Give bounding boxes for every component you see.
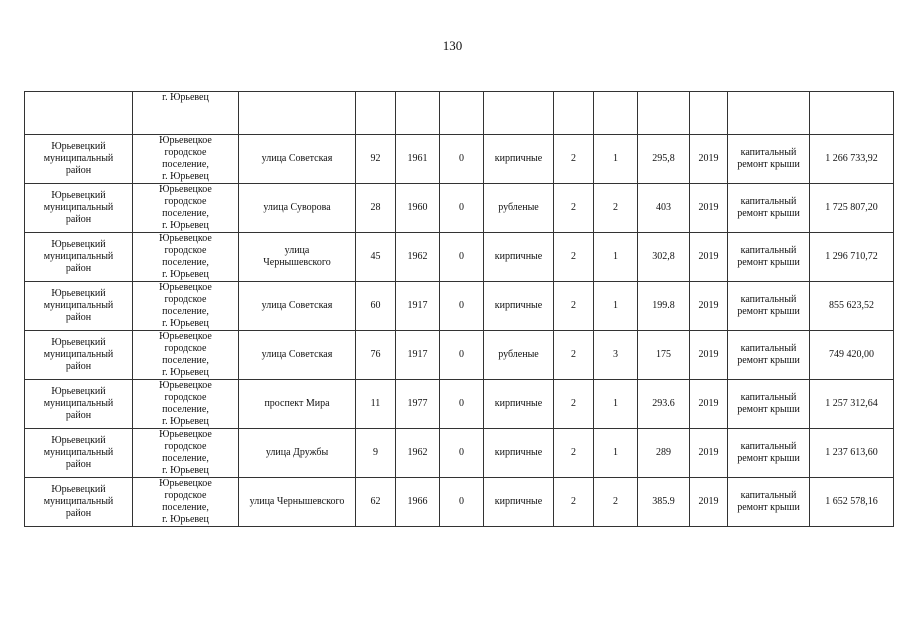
table-row-continuation [25, 92, 894, 135]
cell-floors [554, 233, 594, 282]
cell-year [396, 429, 440, 478]
work-text: капитальный ремонт крыши [737, 147, 800, 170]
col6-text: 0 [459, 202, 464, 213]
material-text: кирпичные [494, 300, 543, 311]
cell-year [396, 282, 440, 331]
cell-settlement [133, 331, 239, 380]
cell-cost [810, 478, 894, 527]
cell-floors [554, 380, 594, 429]
cell-floors [554, 184, 594, 233]
cell-district [25, 135, 133, 184]
table-row [25, 184, 894, 233]
cell-work [728, 233, 810, 282]
area-text: 385.9 [652, 496, 675, 507]
cell-house [356, 429, 396, 478]
cost-text: 1 257 312,64 [825, 398, 878, 409]
cell-work [728, 478, 810, 527]
settlement-text: Юрьевецкое городское поселение, г. Юрьевец [159, 184, 212, 231]
col9-text: 3 [613, 349, 618, 360]
house-text: 9 [373, 447, 378, 458]
col6-text: 0 [459, 153, 464, 164]
cell-plan-year [690, 331, 728, 380]
work-text: капитальный ремонт крыши [737, 392, 800, 415]
cell-work [728, 380, 810, 429]
cell-year [396, 331, 440, 380]
cell-work [728, 429, 810, 478]
cell-cost [810, 429, 894, 478]
cost-text: 1 652 578,16 [825, 496, 878, 507]
cell-street [239, 92, 356, 135]
cell-district [25, 380, 133, 429]
cost-text: 749 420,00 [829, 349, 874, 360]
plan-year-text: 2019 [698, 300, 719, 311]
area-text: 295,8 [652, 153, 675, 164]
cell-area [638, 184, 690, 233]
cell-street [239, 233, 356, 282]
cell-cost [810, 92, 894, 135]
cell-year [396, 380, 440, 429]
col6-text: 0 [459, 300, 464, 311]
cell-floors [554, 478, 594, 527]
floors-text: 2 [571, 153, 576, 164]
cell-work [728, 92, 810, 135]
page-number: 130 [442, 38, 463, 53]
cell-cost [810, 233, 894, 282]
settlement-text: Юрьевецкое городское поселение, г. Юрьевец [159, 429, 212, 476]
work-text: капитальный ремонт крыши [737, 245, 800, 268]
cell-year [396, 478, 440, 527]
table-row [25, 233, 894, 282]
plan-year-text: 2019 [698, 447, 719, 458]
cell-settlement [133, 429, 239, 478]
street-text: улица Советская [261, 153, 333, 164]
table-row [25, 478, 894, 527]
district-text: Юрьевецкий муниципальный район [43, 141, 114, 176]
material-text: рубленые [498, 202, 539, 213]
cell-material [484, 282, 554, 331]
year-text: 1917 [407, 349, 428, 360]
cell-street [239, 478, 356, 527]
cell-col9 [594, 92, 638, 135]
cell-col9 [594, 380, 638, 429]
cell-col6 [440, 429, 484, 478]
cell-district [25, 429, 133, 478]
cell-area [638, 429, 690, 478]
cell-district [25, 478, 133, 527]
cell-floors [554, 92, 594, 135]
year-text: 1960 [407, 202, 428, 213]
cell-cost [810, 184, 894, 233]
plan-year-text: 2019 [698, 349, 719, 360]
cell-house [356, 233, 396, 282]
cell-year [396, 233, 440, 282]
cell-col6 [440, 92, 484, 135]
cell-cost [810, 380, 894, 429]
cell-floors [554, 429, 594, 478]
district-text: Юрьевецкий муниципальный район [43, 337, 114, 372]
plan-year-text: 2019 [698, 496, 719, 507]
cell-area [638, 478, 690, 527]
street-text: улица Дружбы [265, 447, 329, 458]
cost-text: 855 623,52 [829, 300, 874, 311]
house-text: 28 [370, 202, 381, 213]
district-text: Юрьевецкий муниципальный район [43, 288, 114, 323]
street-text: улица Чернышевского [249, 496, 345, 507]
cost-text: 1 725 807,20 [825, 202, 878, 213]
district-text: Юрьевецкий муниципальный район [43, 435, 114, 470]
cell-col6 [440, 478, 484, 527]
cell-work [728, 135, 810, 184]
material-text: кирпичные [494, 398, 543, 409]
work-text: капитальный ремонт крыши [737, 441, 800, 464]
cell-district [25, 282, 133, 331]
cell-plan-year [690, 135, 728, 184]
table-row [25, 135, 894, 184]
cell-district [25, 184, 133, 233]
settlement-text: Юрьевецкое городское поселение, г. Юрьевец [159, 331, 212, 378]
cell-year [396, 184, 440, 233]
col6-text: 0 [459, 349, 464, 360]
material-text: кирпичные [494, 251, 543, 262]
house-text: 60 [370, 300, 381, 311]
cell-plan-year [690, 478, 728, 527]
cell-year [396, 135, 440, 184]
cell-material [484, 233, 554, 282]
house-text: 92 [370, 153, 381, 164]
settlement-text: Юрьевецкое городское поселение, г. Юрьевец [159, 380, 212, 427]
cell-plan-year [690, 184, 728, 233]
cell-settlement [133, 282, 239, 331]
col9-text: 1 [613, 153, 618, 164]
col9-text: 1 [613, 447, 618, 458]
plan-year-text: 2019 [698, 153, 719, 164]
col9-text: 1 [613, 300, 618, 311]
floors-text: 2 [571, 496, 576, 507]
col6-text: 0 [459, 398, 464, 409]
cell-settlement [133, 135, 239, 184]
cell-year [396, 92, 440, 135]
plan-year-text: 2019 [698, 202, 719, 213]
cell-district [25, 92, 133, 135]
cell-area [638, 135, 690, 184]
district-text: Юрьевецкий муниципальный район [43, 190, 114, 225]
cell-plan-year [690, 233, 728, 282]
floors-text: 2 [571, 349, 576, 360]
district-text: Юрьевецкий муниципальный район [43, 484, 114, 519]
year-text: 1962 [407, 447, 428, 458]
table-row [25, 282, 894, 331]
cell-col9 [594, 478, 638, 527]
cell-material [484, 380, 554, 429]
cell-settlement [133, 233, 239, 282]
cell-col6 [440, 380, 484, 429]
cell-work [728, 282, 810, 331]
cell-material [484, 92, 554, 135]
year-text: 1966 [407, 496, 428, 507]
table-row [25, 380, 894, 429]
plan-year-text: 2019 [698, 251, 719, 262]
cell-cost [810, 282, 894, 331]
work-text: капитальный ремонт крыши [737, 196, 800, 219]
cell-district [25, 233, 133, 282]
floors-text: 2 [571, 300, 576, 311]
cell-col9 [594, 429, 638, 478]
street-text: улица Суворова [263, 202, 331, 213]
cell-material [484, 135, 554, 184]
district-text: Юрьевецкий муниципальный район [43, 239, 114, 274]
house-text: 45 [370, 251, 381, 262]
cell-floors [554, 282, 594, 331]
year-text: 1961 [407, 153, 428, 164]
cell-floors [554, 135, 594, 184]
material-text: кирпичные [494, 447, 543, 458]
cost-text: 1 266 733,92 [825, 153, 878, 164]
table-row [25, 331, 894, 380]
cell-street [239, 184, 356, 233]
col9-text: 2 [613, 202, 618, 213]
cell-street [239, 429, 356, 478]
material-text: кирпичные [494, 153, 543, 164]
street-text: проспект Мира [264, 398, 330, 409]
settlement-text: Юрьевецкое городское поселение, г. Юрьевец [159, 135, 212, 182]
floors-text: 2 [571, 202, 576, 213]
cell-plan-year [690, 429, 728, 478]
cell-settlement [133, 184, 239, 233]
year-text: 1917 [407, 300, 428, 311]
cell-material [484, 331, 554, 380]
cell-plan-year [690, 282, 728, 331]
cell-house [356, 135, 396, 184]
cell-house [356, 478, 396, 527]
plan-year-text: 2019 [698, 398, 719, 409]
col6-text: 0 [459, 447, 464, 458]
cell-plan-year [690, 92, 728, 135]
work-text: капитальный ремонт крыши [737, 294, 800, 317]
cell-house [356, 380, 396, 429]
cell-col6 [440, 233, 484, 282]
cell-work [728, 331, 810, 380]
cell-house [356, 331, 396, 380]
cell-material [484, 184, 554, 233]
cell-area [638, 331, 690, 380]
housing-repair-table [24, 91, 894, 527]
cell-house [356, 184, 396, 233]
cell-col6 [440, 184, 484, 233]
floors-text: 2 [571, 447, 576, 458]
cell-col9 [594, 233, 638, 282]
cell-area [638, 233, 690, 282]
cell-col9 [594, 184, 638, 233]
cell-plan-year [690, 380, 728, 429]
cell-district [25, 331, 133, 380]
col6-text: 0 [459, 251, 464, 262]
area-text: 199.8 [652, 300, 675, 311]
cell-col6 [440, 135, 484, 184]
cell-area [638, 282, 690, 331]
house-text: 76 [370, 349, 381, 360]
cell-area [638, 380, 690, 429]
district-text: Юрьевецкий муниципальный район [43, 386, 114, 421]
cell-house [356, 92, 396, 135]
cell-house [356, 282, 396, 331]
cell-work [728, 184, 810, 233]
cell-col6 [440, 282, 484, 331]
col9-text: 2 [613, 496, 618, 507]
cell-cost [810, 331, 894, 380]
col6-text: 0 [459, 496, 464, 507]
cell-settlement [133, 380, 239, 429]
year-text: 1977 [407, 398, 428, 409]
area-text: 403 [656, 202, 671, 213]
house-text: 62 [370, 496, 381, 507]
cell-settlement [133, 92, 239, 135]
cell-street [239, 282, 356, 331]
table-row [25, 429, 894, 478]
cell-cost [810, 135, 894, 184]
material-text: рубленые [498, 349, 539, 360]
cell-col9 [594, 331, 638, 380]
settlement-text: Юрьевецкое городское поселение, г. Юрьевец [159, 233, 212, 280]
area-text: 302,8 [652, 251, 675, 262]
area-text: 175 [656, 349, 671, 360]
cell-col9 [594, 135, 638, 184]
settlement-text: Юрьевецкое городское поселение, г. Юрьевец [159, 478, 212, 525]
cell-street [239, 380, 356, 429]
settlement-text: Юрьевецкое городское поселение, г. Юрьевец [159, 282, 212, 329]
cell-street [239, 135, 356, 184]
area-text: 289 [656, 447, 671, 458]
cell-col6 [440, 331, 484, 380]
floors-text: 2 [571, 398, 576, 409]
floors-text: 2 [571, 251, 576, 262]
material-text: кирпичные [494, 496, 543, 507]
street-text: улица Советская [261, 349, 333, 360]
street-text: улица Чернышевского [263, 245, 331, 268]
cell-col9 [594, 282, 638, 331]
cost-text: 1 296 710,72 [825, 251, 878, 262]
cell-street [239, 331, 356, 380]
col9-text: 1 [613, 251, 618, 262]
work-text: капитальный ремонт крыши [737, 490, 800, 513]
cell-settlement [133, 478, 239, 527]
col9-text: 1 [613, 398, 618, 409]
work-text: капитальный ремонт крыши [737, 343, 800, 366]
cell-area [638, 92, 690, 135]
year-text: 1962 [407, 251, 428, 262]
house-text: 11 [370, 398, 381, 409]
area-text: 293.6 [652, 398, 675, 409]
cell-material [484, 478, 554, 527]
cell-floors [554, 331, 594, 380]
cell-material [484, 429, 554, 478]
street-text: улица Советская [261, 300, 333, 311]
cost-text: 1 237 613,60 [825, 447, 878, 458]
settlement-text: г. Юрьевец [162, 92, 209, 103]
